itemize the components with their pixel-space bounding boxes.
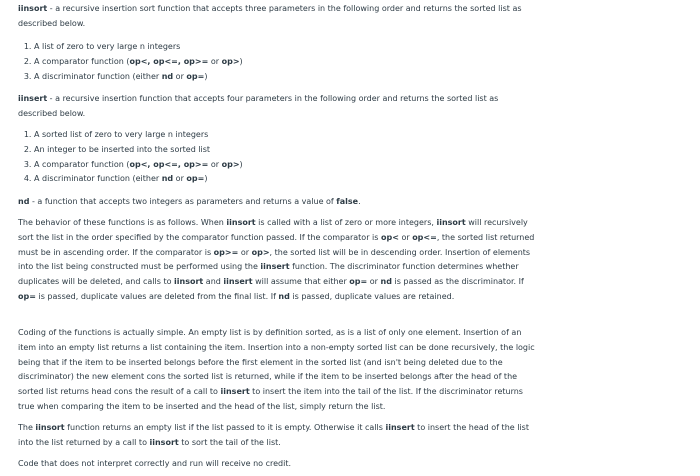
credit-note: Code that does not interpret correctly and run will receive no credit. <box>18 459 292 468</box>
behavior-paragraph: The behavior of these functions is as follows. When iinsort is called with a list of zero or more integers, iinsort will recursively sort the list in the order specified by the comparator function passed. If the comparator is op< or op<=, the sorted list returned must be in ascending order. If the comparator is op>= or op>, the sorted list will be in descending order. Insertion of elements into the list being constructed must be performed using the iinsert function. The discriminator function determines whether duplicates will be deleted, and calls to iinsort and iinsert will assume that either op= or nd is passed as the discriminator. If op= is passed, duplicate values are deleted from the final list. If nd is passed, duplicate values are retained. <box>18 218 535 301</box>
list-item: 2. An integer to be inserted into the sorted list <box>34 143 554 158</box>
iinsort-name: iinsort <box>18 4 48 13</box>
coding-paragraph: Coding of the functions is actually simple. An empty list is by definition sorted, as is a list of only one element. Insertion of an item into an empty list returns a list containing the item. Insertion into a non-empty sorted list can be done recursively, the logic being that if the item to be inserted belongs before the first element in the sorted list (and isn't being deleted due to the discriminator) the new element cons the sorted list is returned, while if the item to be inserted belongs after the head of the sorted list returns head cons the result of a call to iinsert to insert the item into the tail of the list. If the discriminator returns true when comparing the item to be inserted and the head of the list, simply return the list. <box>18 328 535 411</box>
iinsort-summary-paragraph: The iinsort function returns an empty list if the list passed to it is empty. Otherwise it calls iinsert to insert the head of the list into the list returned by a call to iinsort to sort the tail of the list. <box>18 423 529 447</box>
list-item: 1. A list of zero to very large n integers <box>34 40 554 55</box>
list-item: 3. A discriminator function (either nd or op=) <box>34 70 554 85</box>
nd-name: nd <box>18 197 30 206</box>
nd-description: nd - a function that accepts two integers as parameters and returns a value of false. <box>18 197 361 206</box>
iinsert-name: iinsert <box>18 94 48 103</box>
iinsort-description: iinsort - a recursive insertion sort function that accepts three parameters in the following order and returns the sorted list as described below. <box>18 4 522 28</box>
iinsert-parameter-list <box>18 128 554 187</box>
iinsert-description: iinsert - a recursive insertion function that accepts four parameters in the following order and returns the sorted list as described below. <box>18 94 499 118</box>
list-item: 3. A comparator function (op<, op<=, op>= or op>) <box>34 158 554 173</box>
list-item: 2. A comparator function (op<, op<=, op>= or op>) <box>34 55 554 70</box>
list-item: 4. A discriminator function (either nd or op=) <box>34 172 554 187</box>
iinsort-parameter-list <box>18 40 554 84</box>
list-item: 1. A sorted list of zero to very large n integers <box>34 128 554 143</box>
